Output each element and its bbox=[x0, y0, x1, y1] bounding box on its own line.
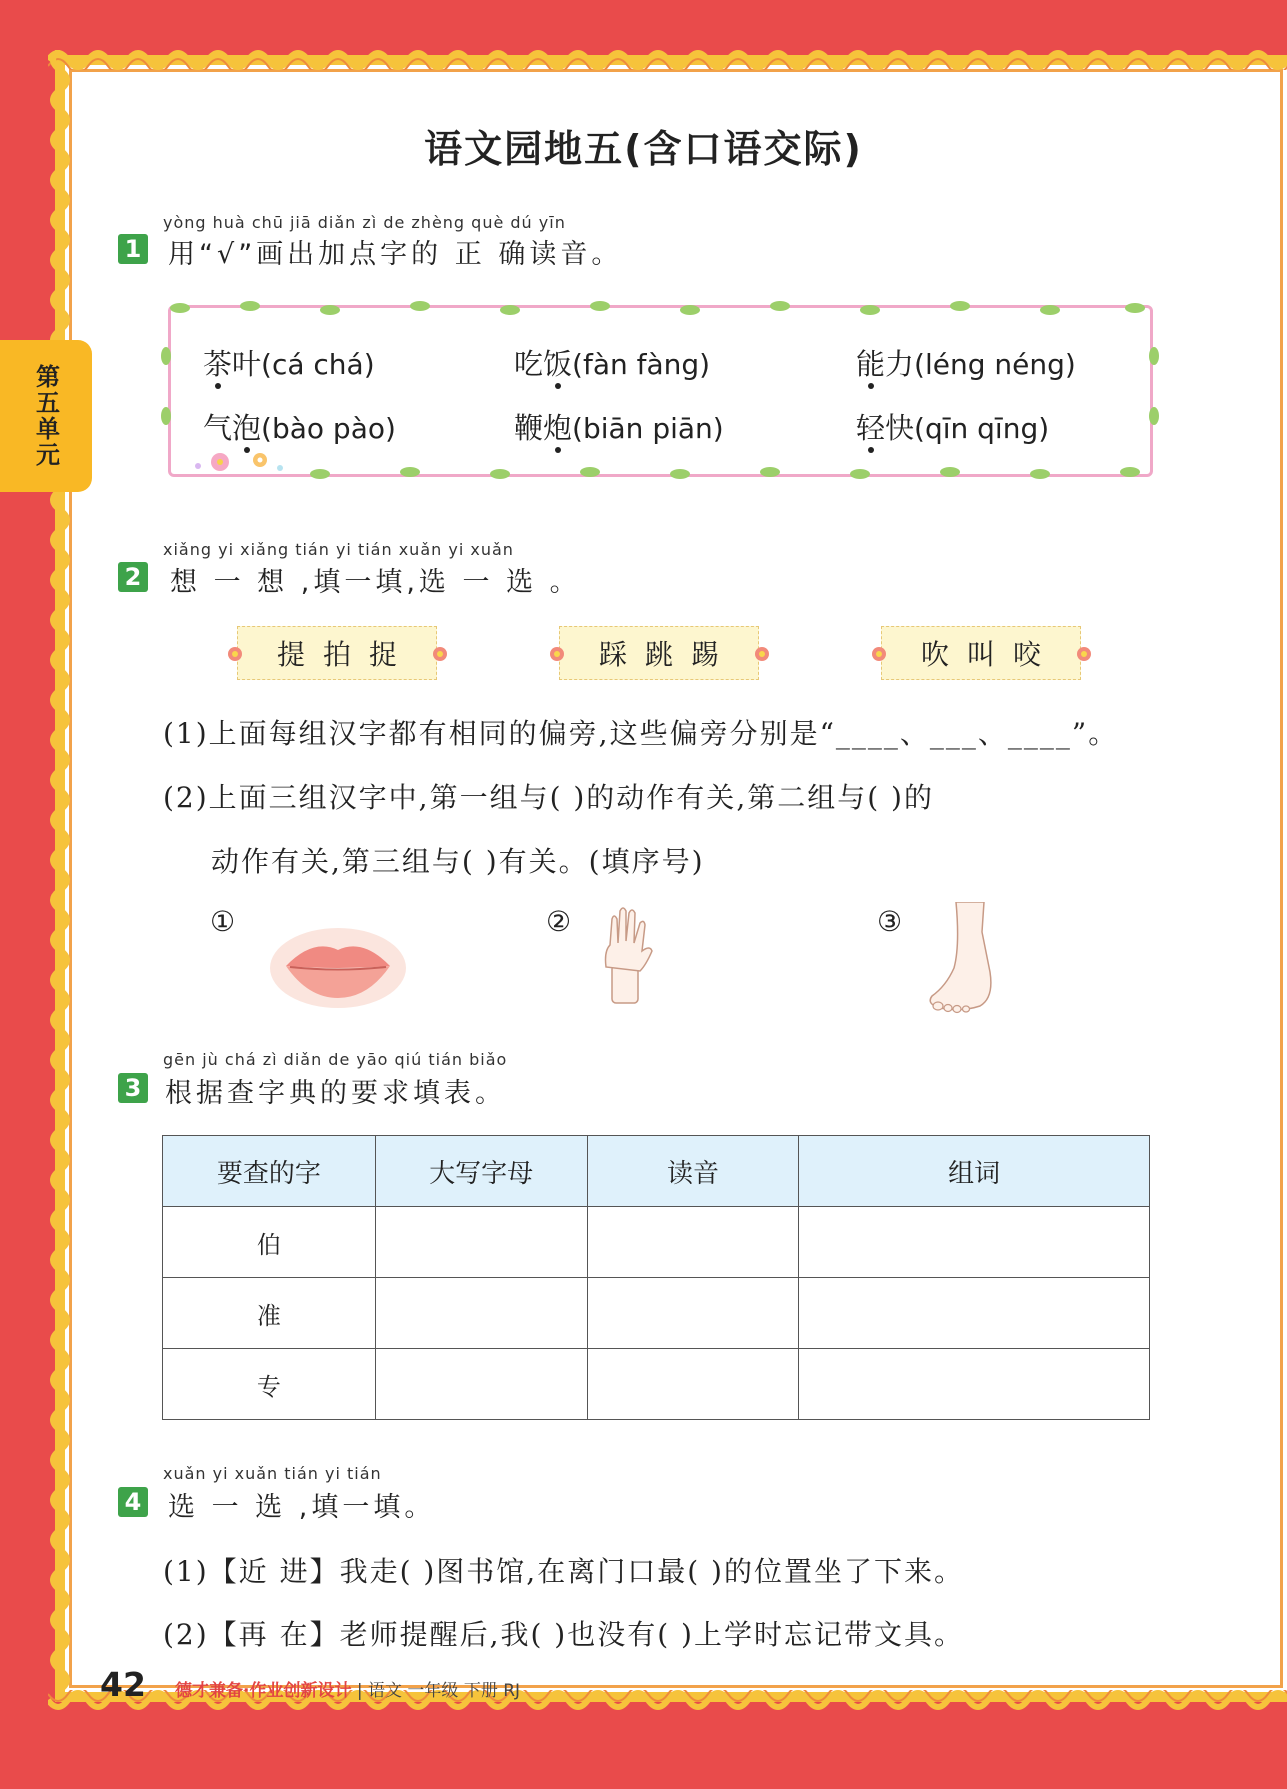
table-cell-char: 伯 bbox=[163, 1207, 376, 1278]
q3-instruction: 根据查字典的要求填表。 bbox=[165, 1078, 506, 1109]
q1-item-6-options: (qīn qīng) bbox=[914, 412, 1050, 445]
table-answer-cell[interactable] bbox=[587, 1349, 799, 1420]
q4-sub-1: (1)【近 进】我走( )图书馆,在离门口最( )的位置坐了下来。 bbox=[163, 1555, 964, 1588]
q2-group-1: 提拍捉 bbox=[237, 626, 437, 680]
q1-pinyin: yòng huà chū jiā diǎn zì de zhèng què dú yīn bbox=[163, 213, 566, 232]
q2-group-2: 踩跳踢 bbox=[559, 626, 759, 680]
q1-item-3 bbox=[856, 342, 1076, 383]
flower-icon bbox=[752, 644, 772, 664]
table-header-cell: 读音 bbox=[587, 1136, 799, 1207]
q4-sub-2: (2)【再 在】老师提醒后,我( )也没有( )上学时忘记带文具。 bbox=[163, 1618, 964, 1651]
q2-option-1-label: ① bbox=[210, 905, 236, 938]
table-answer-cell[interactable] bbox=[799, 1207, 1150, 1278]
q2-pinyin: xiǎng yi xiǎng tián yi tián xuǎn yi xuǎn bbox=[163, 540, 514, 559]
q4-number: 4 bbox=[118, 1487, 148, 1517]
q2-sub-1: (1)上面每组汉字都有相同的偏旁,这些偏旁分别是“____、___、____”。 bbox=[163, 717, 1119, 750]
flower-icon bbox=[547, 644, 567, 664]
foot-icon bbox=[926, 902, 1006, 1014]
q1-item-3-char-2: 力 bbox=[885, 347, 915, 381]
q1-item-5 bbox=[514, 406, 724, 447]
mouth-icon bbox=[268, 920, 408, 1010]
q2-option-3-label: ③ bbox=[877, 905, 903, 938]
q4-pinyin: xuǎn yi xuǎn tián yi tián bbox=[163, 1464, 382, 1483]
table-row bbox=[163, 1207, 1150, 1278]
q1-item-5-char-2: 炮 bbox=[543, 411, 573, 445]
q1-item-4-options: (bào pào) bbox=[261, 412, 396, 445]
q1-item-4-char-1: 气 bbox=[203, 411, 233, 445]
q1-item-2 bbox=[514, 342, 710, 383]
footer-info bbox=[175, 1676, 520, 1701]
q1-item-4 bbox=[203, 406, 396, 447]
q1-item-4-char-2: 泡 bbox=[232, 411, 262, 445]
table-answer-cell[interactable] bbox=[799, 1349, 1150, 1420]
q1-item-5-char-1: 鞭 bbox=[514, 411, 544, 445]
unit-side-tab bbox=[0, 340, 92, 492]
q1-instruction: 用“√”画出加点字的 正 确读音。 bbox=[168, 239, 623, 270]
flower-icon bbox=[1074, 644, 1094, 664]
q1-item-6-char-2: 快 bbox=[885, 411, 915, 445]
table-row bbox=[163, 1349, 1150, 1420]
q1-item-1-char-1: 茶 bbox=[203, 347, 233, 381]
q1-item-1 bbox=[203, 342, 375, 383]
q2-instruction: 想 一 想 ,填一填,选 一 选 。 bbox=[170, 567, 581, 598]
q1-item-1-options: (cá chá) bbox=[261, 348, 375, 381]
table-answer-cell[interactable] bbox=[375, 1207, 587, 1278]
dictionary-lookup-table bbox=[162, 1135, 1150, 1420]
q1-item-5-options: (biān piān) bbox=[572, 412, 724, 445]
flower-icon bbox=[869, 644, 889, 664]
q1-number: 1 bbox=[118, 234, 148, 264]
q3-number: 3 bbox=[118, 1073, 148, 1103]
q2-sub-2-line-2: 动作有关,第三组与( )有关。(填序号) bbox=[211, 845, 705, 878]
table-answer-cell[interactable] bbox=[587, 1278, 799, 1349]
table-header-cell: 组词 bbox=[799, 1136, 1150, 1207]
q1-item-2-char-2: 饭 bbox=[543, 347, 573, 381]
footer-book-info: | 语文 一年级 下册 RJ bbox=[356, 1681, 521, 1701]
footer-brand: 德才兼备·作业创新设计 bbox=[175, 1681, 352, 1701]
q1-word-box bbox=[168, 305, 1153, 477]
q1-item-6-char-1: 轻 bbox=[856, 411, 886, 445]
flower-icon bbox=[225, 644, 245, 664]
table-cell-char: 准 bbox=[163, 1278, 376, 1349]
q2-sub-2-line-1: (2)上面三组汉字中,第一组与( )的动作有关,第二组与( )的 bbox=[163, 781, 934, 814]
q4-instruction: 选 一 选 ,填一填。 bbox=[168, 1492, 436, 1523]
table-answer-cell[interactable] bbox=[799, 1278, 1150, 1349]
hand-icon bbox=[596, 905, 656, 1005]
page-number: 42 bbox=[100, 1665, 146, 1704]
q1-item-2-char-1: 吃 bbox=[514, 347, 544, 381]
table-row bbox=[163, 1278, 1150, 1349]
q1-item-6 bbox=[856, 406, 1049, 447]
page-title: 语文园地五(含口语交际) bbox=[424, 127, 863, 171]
q2-number: 2 bbox=[118, 562, 148, 592]
table-header-cell: 要查的字 bbox=[163, 1136, 376, 1207]
q1-item-1-char-2: 叶 bbox=[232, 347, 262, 381]
table-header-cell: 大写字母 bbox=[375, 1136, 587, 1207]
q1-item-3-char-1: 能 bbox=[856, 347, 886, 381]
q2-group-3: 吹叫咬 bbox=[881, 626, 1081, 680]
table-answer-cell[interactable] bbox=[375, 1278, 587, 1349]
q2-option-2-label: ② bbox=[546, 905, 572, 938]
q3-pinyin: gēn jù chá zì diǎn de yāo qiú tián biǎo bbox=[163, 1050, 508, 1069]
table-cell-char: 专 bbox=[163, 1349, 376, 1420]
q1-item-3-options: (léng néng) bbox=[914, 348, 1076, 381]
flower-icon bbox=[430, 644, 450, 664]
unit-side-tab-label: 第五单元 bbox=[31, 364, 60, 468]
table-answer-cell[interactable] bbox=[375, 1349, 587, 1420]
table-answer-cell[interactable] bbox=[587, 1207, 799, 1278]
table-header-row bbox=[163, 1136, 1150, 1207]
q1-item-2-options: (fàn fàng) bbox=[572, 348, 711, 381]
